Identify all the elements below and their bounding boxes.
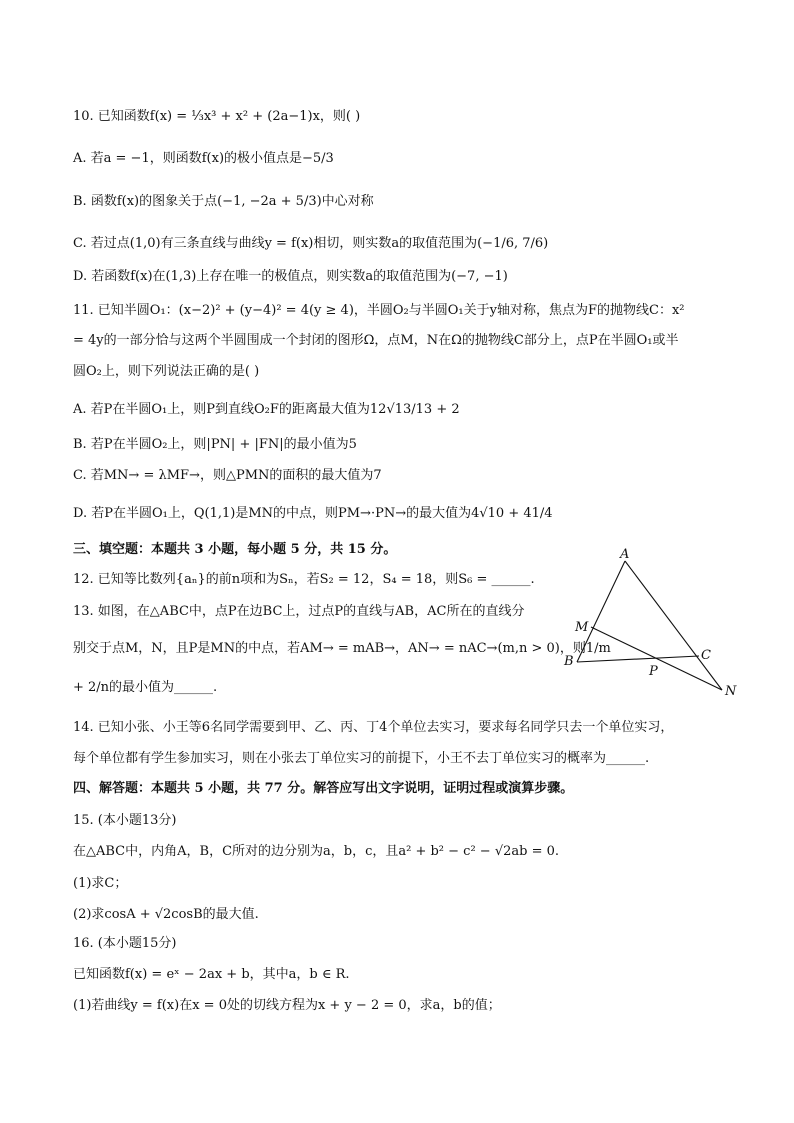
segment-bc [577,656,699,662]
q13-line3: + 2/n的最小值为______. [73,680,218,695]
q14-line1: 14. 已知小张、小王等6名同学需要到甲、乙、丙、丁4个单位去实习，要求每名同学只去一个单位实习， [73,720,674,735]
q11-option-c: C. 若MN→ = λMF→，则△PMN的面积的最大值为7 [73,468,382,483]
triangle-figure [555,545,745,700]
q10-stem: 10. 已知函数f(x) = ⅓x³ + x² + (2a−1)x，则( ) [73,109,361,124]
label-m: M [575,620,589,635]
q14-line2: 每个单位都有学生参加实习，则在小张去丁单位实习的前提下，小王不去丁单位实习的概率为______. [73,751,650,766]
label-p: P [649,664,658,679]
q15-stem: 在△ABC中，内角A，B，C所对的边分别为a，b，c，且a² + b² − c² − √2ab = 0. [73,844,560,859]
q11-option-a: A. 若P在半圆O₁上，则P到直线O₂F的距离最大值为12√13/13 + 2 [73,402,460,417]
q16-title: 16. (本小题15分) [73,936,177,951]
q16-stem: 已知函数f(x) = eˣ − 2ax + b，其中a，b ∈ R. [73,967,350,982]
q11-stem-line3: 圆O₂上，则下列说法正确的是( ) [73,364,260,379]
q12: 12. 已知等比数列{aₙ}的前n项和为Sₙ，若S₂ = 12，S₄ = 18，则S₆ = ______. [73,572,535,587]
label-c: C [701,648,711,663]
label-b: B [564,654,574,669]
q13-line1: 13. 如图，在△ABC中，点P在边BC上，过点P的直线与AB，AC所在的直线分 [73,604,525,619]
segment-an [625,561,722,690]
section-fill-in-heading: 三、填空题：本题共 3 小题，每小题 5 分，共 15 分。 [73,542,397,557]
q11-stem-line2: = 4y的一部分恰与这两个半圆围成一个封闭的图形Ω，点M，N在Ω的抛物线C部分上，点P在半圆O₁或半 [73,333,679,348]
q16-part1: (1)若曲线y = f(x)在x = 0处的切线方程为x + y − 2 = 0，求a，b的值； [73,998,501,1013]
q11-stem-line1: 11. 已知半圆O₁：(x−2)² + (y−4)² = 4(y ≥ 4)，半圆O₂与半圆O₁关于y轴对称，焦点为F的抛物线C：x² [73,303,685,318]
label-n: N [725,684,737,699]
q10-option-a: A. 若a = −1，则函数f(x)的极小值点是−5/3 [73,151,334,166]
q15-part2: (2)求cosA + √2cosB的最大值. [73,907,259,922]
q11-option-b: B. 若P在半圆O₂上，则|PN| + |FN|的最小值为5 [73,437,357,452]
q15-part1: (1)求C； [73,876,128,891]
label-a: A [620,547,630,562]
section-solution-heading: 四、解答题：本题共 5 小题，共 77 分。解答应写出文字说明，证明过程或演算步骤。 [73,781,574,796]
q10-option-d: D. 若函数f(x)在(1,3)上存在唯一的极值点，则实数a的取值范围为(−7, −1) [73,269,508,284]
q10-option-b: B. 函数f(x)的图象关于点(−1, −2a + 5/3)中心对称 [73,194,374,209]
q15-title: 15. (本小题13分) [73,813,177,828]
q11-option-d: D. 若P在半圆O₁上，Q(1,1)是MN的中点，则PM→·PN→的最大值为4√10 + 41/4 [73,506,553,521]
segment-ab [577,561,625,662]
q10-option-c: C. 若过点(1,0)有三条直线与曲线y = f(x)相切，则实数a的取值范围为(−1/6, 7/6) [73,236,549,251]
q13-line2: 别交于点M，N，且P是MN的中点，若AM→ = mAB→，AN→ = nAC→(m,n > 0)，则1/m [73,641,611,656]
